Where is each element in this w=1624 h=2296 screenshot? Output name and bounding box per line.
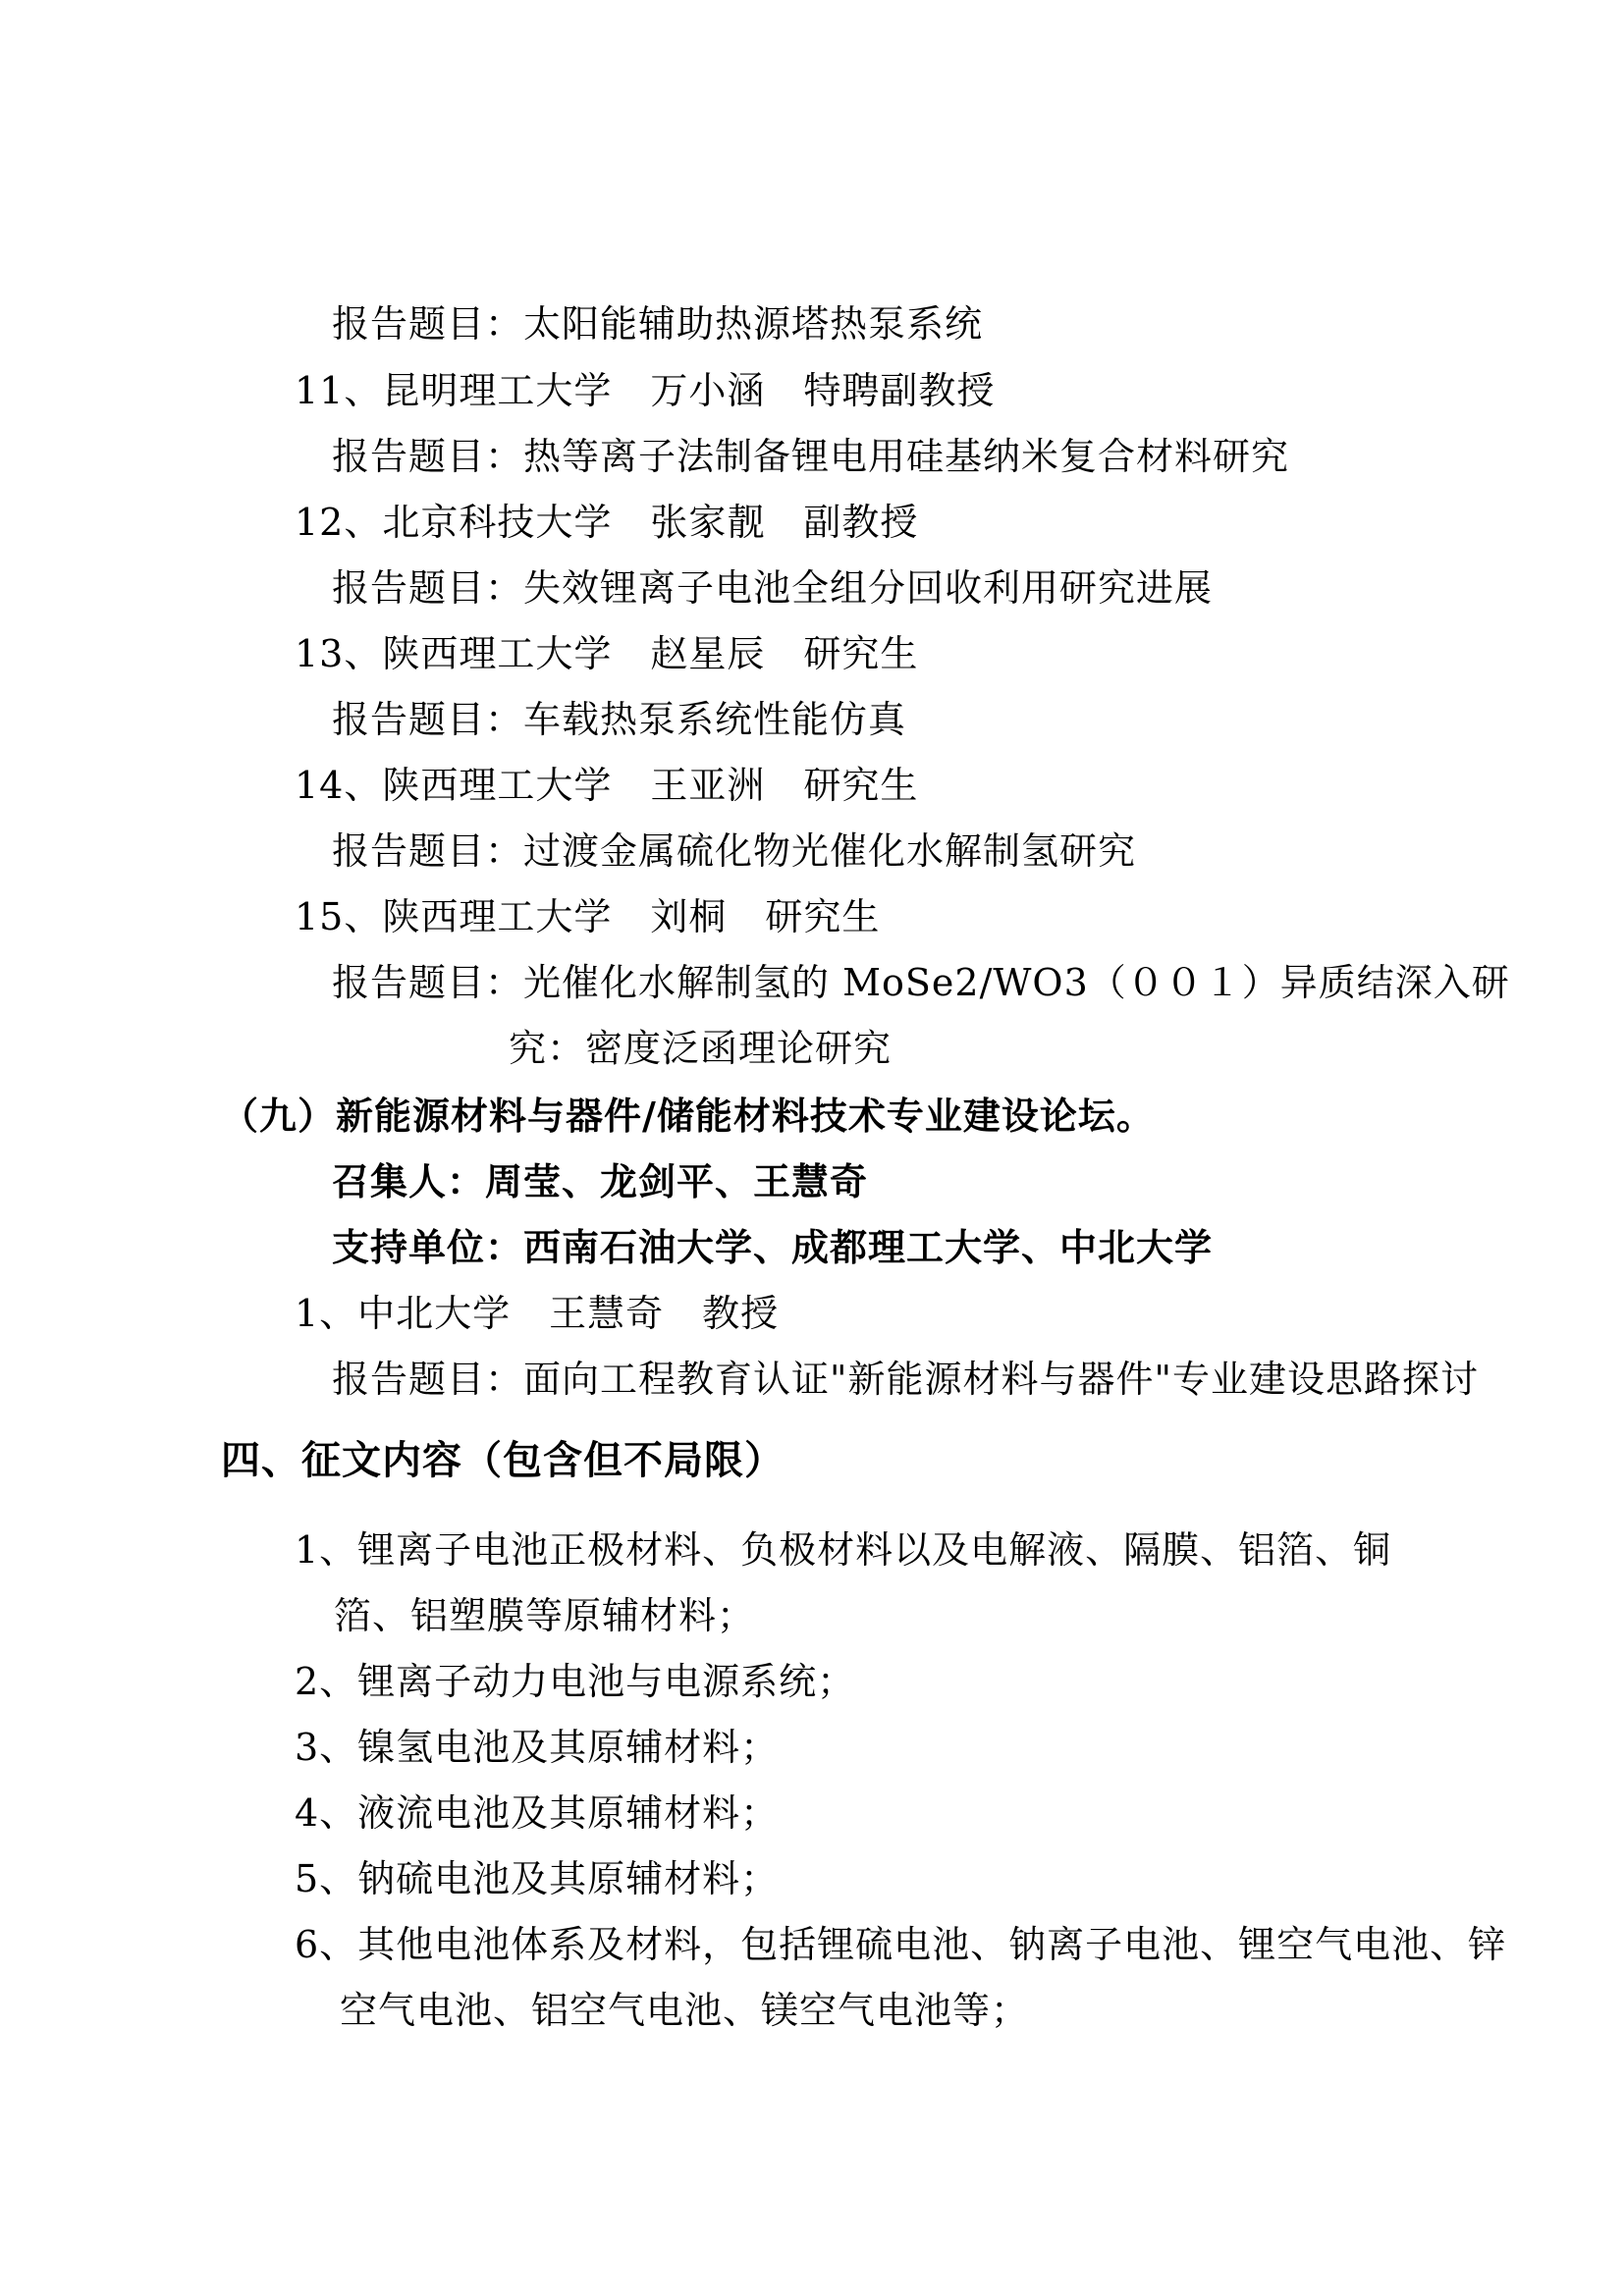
forum-9-report-1-speaker: 1、中北大学 王慧奇 教授 — [295, 1292, 780, 1335]
report-11-speaker: 11、昆明理工大学 万小涵 特聘副教授 — [295, 369, 996, 412]
forum-9-report-1-title: 报告题目：面向工程教育认证"新能源材料与器件"专业建设思路探讨 — [332, 1358, 1479, 1401]
section-4-item-2: 2、锂离子动力电池与电源系统； — [295, 1660, 856, 1703]
report-15-title-line1: 报告题目：光催化水解制氢的 MoSe2/WO3（００１）异质结深入研 — [332, 961, 1510, 1004]
section-4-item-6-line1: 6、其他电池体系及材料，包括锂硫电池、钠离子电池、锂空气电池、锌 — [295, 1923, 1507, 1966]
forum-9-title: （九）新能源材料与器件/储能材料技术专业建设论坛。 — [221, 1095, 1155, 1138]
section-4-item-5: 5、钠硫电池及其原辅材料； — [295, 1857, 780, 1900]
section-4-heading: 四、征文内容（包含但不局限） — [221, 1438, 785, 1483]
report-12-speaker: 12、北京科技大学 张家靓 副教授 — [295, 501, 919, 544]
report-12-title: 报告题目：失效锂离子电池全组分回收利用研究进展 — [332, 566, 1214, 610]
report-10-title: 报告题目：太阳能辅助热源塔热泵系统 — [332, 302, 984, 346]
report-14-title: 报告题目：过渡金属硫化物光催化水解制氢研究 — [332, 829, 1137, 873]
report-11-title: 报告题目：热等离子法制备锂电用硅基纳米复合材料研究 — [332, 435, 1290, 478]
section-4-item-1-line1: 1、锂离子电池正极材料、负极材料以及电解液、隔膜、铝箔、铜 — [295, 1528, 1392, 1572]
section-4-item-6-line2: 空气电池、铝空气电池、镁空气电池等； — [340, 1989, 1030, 2032]
report-13-title: 报告题目：车载热泵系统性能仿真 — [332, 698, 907, 741]
report-15-title-line2: 究：密度泛函理论研究 — [509, 1027, 893, 1070]
section-4-item-1-line2: 箔、铝塑膜等原辅材料； — [334, 1594, 756, 1637]
section-4-item-4: 4、液流电池及其原辅材料； — [295, 1791, 780, 1835]
report-15-speaker: 15、陕西理工大学 刘桐 研究生 — [295, 895, 881, 938]
forum-9-convener: 召集人：周莹、龙剑平、王慧奇 — [332, 1160, 869, 1203]
section-4-item-3: 3、镍氢电池及其原辅材料； — [295, 1726, 780, 1769]
report-14-speaker: 14、陕西理工大学 王亚洲 研究生 — [295, 764, 919, 807]
forum-9-support: 支持单位：西南石油大学、成都理工大学、中北大学 — [332, 1226, 1214, 1269]
report-13-speaker: 13、陕西理工大学 赵星辰 研究生 — [295, 632, 919, 675]
